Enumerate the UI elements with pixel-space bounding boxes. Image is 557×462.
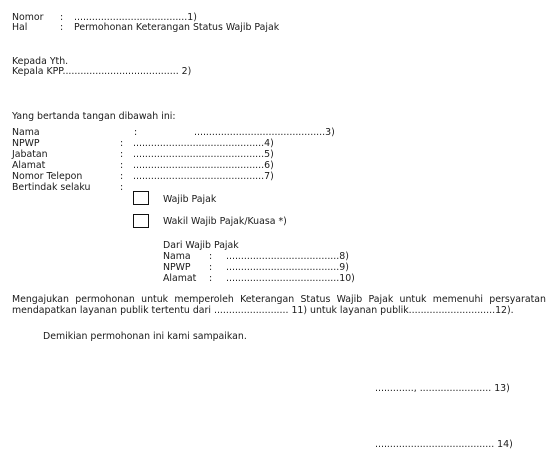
closing-statement: Demikian permohonan ini kami sampaikan. [43, 331, 247, 342]
hal-label: Hal [12, 22, 28, 33]
wajib-pajak-checkbox[interactable] [133, 191, 149, 205]
hal-separator: : [60, 22, 64, 33]
hal-value: Permohonan Keterangan Status Wajib Pajak [74, 22, 280, 33]
field-label-nama: Nama [12, 127, 40, 138]
field-value-telepon: ............................................7) [133, 171, 274, 182]
signature-place-date: ............., ........................ 13) [375, 383, 510, 394]
nomor-separator: : [60, 12, 64, 23]
field-value-nama: ............................................3) [194, 127, 335, 138]
request-paragraph-line2: mendapatkan layanan publik tertentu dari ......................... 11) untuk layanan publik.............................12). [12, 305, 514, 316]
nomor-value: ......................................1) [74, 12, 197, 23]
wakil-wajib-pajak-checkbox[interactable] [133, 214, 149, 228]
dari-value-alamat: ......................................10) [226, 273, 355, 284]
field-label-npwp: NPWP [12, 138, 40, 149]
field-sep-nama: : [134, 127, 138, 138]
field-label-alamat: Alamat [12, 160, 46, 171]
dari-sep-alamat: : [209, 273, 213, 284]
field-sep-telepon: : [120, 171, 124, 182]
field-sep-npwp: : [120, 138, 124, 149]
field-sep-jabatan: : [120, 149, 124, 160]
dari-sep-nama: : [209, 251, 213, 262]
dari-title: Dari Wajib Pajak [163, 240, 239, 251]
wakil-wajib-pajak-label: Wakil Wajib Pajak/Kuasa *) [163, 216, 287, 227]
field-value-npwp: ............................................4) [133, 138, 274, 149]
wajib-pajak-label: Wajib Pajak [163, 194, 217, 205]
intro-text: Yang bertanda tangan dibawah ini: [12, 111, 176, 122]
signature-signer: ........................................ 14) [375, 439, 513, 450]
dari-label-npwp: NPWP [163, 262, 191, 273]
field-label-telepon: Nomor Telepon [12, 171, 83, 182]
field-sep-bertindak: : [120, 182, 124, 193]
recipient-office: Kepala KPP....................................... 2) [12, 66, 192, 77]
dari-label-nama: Nama [163, 251, 191, 262]
field-label-bertindak: Bertindak selaku [12, 182, 91, 193]
dari-label-alamat: Alamat [163, 273, 197, 284]
dari-value-nama: ......................................8) [226, 251, 349, 262]
dari-value-npwp: ......................................9) [226, 262, 349, 273]
recipient-greeting: Kepada Yth. [12, 56, 69, 67]
dari-sep-npwp: : [209, 262, 213, 273]
field-value-jabatan: ............................................5) [133, 149, 274, 160]
field-value-alamat: ............................................6) [133, 160, 274, 171]
field-sep-alamat: : [120, 160, 124, 171]
nomor-label: Nomor [12, 12, 44, 23]
request-paragraph-line1: Mengajukan permohonan untuk memperoleh Keterangan Status Wajib Pajak untuk memenuhi persyaratan [12, 294, 546, 305]
field-label-jabatan: Jabatan [12, 149, 48, 160]
